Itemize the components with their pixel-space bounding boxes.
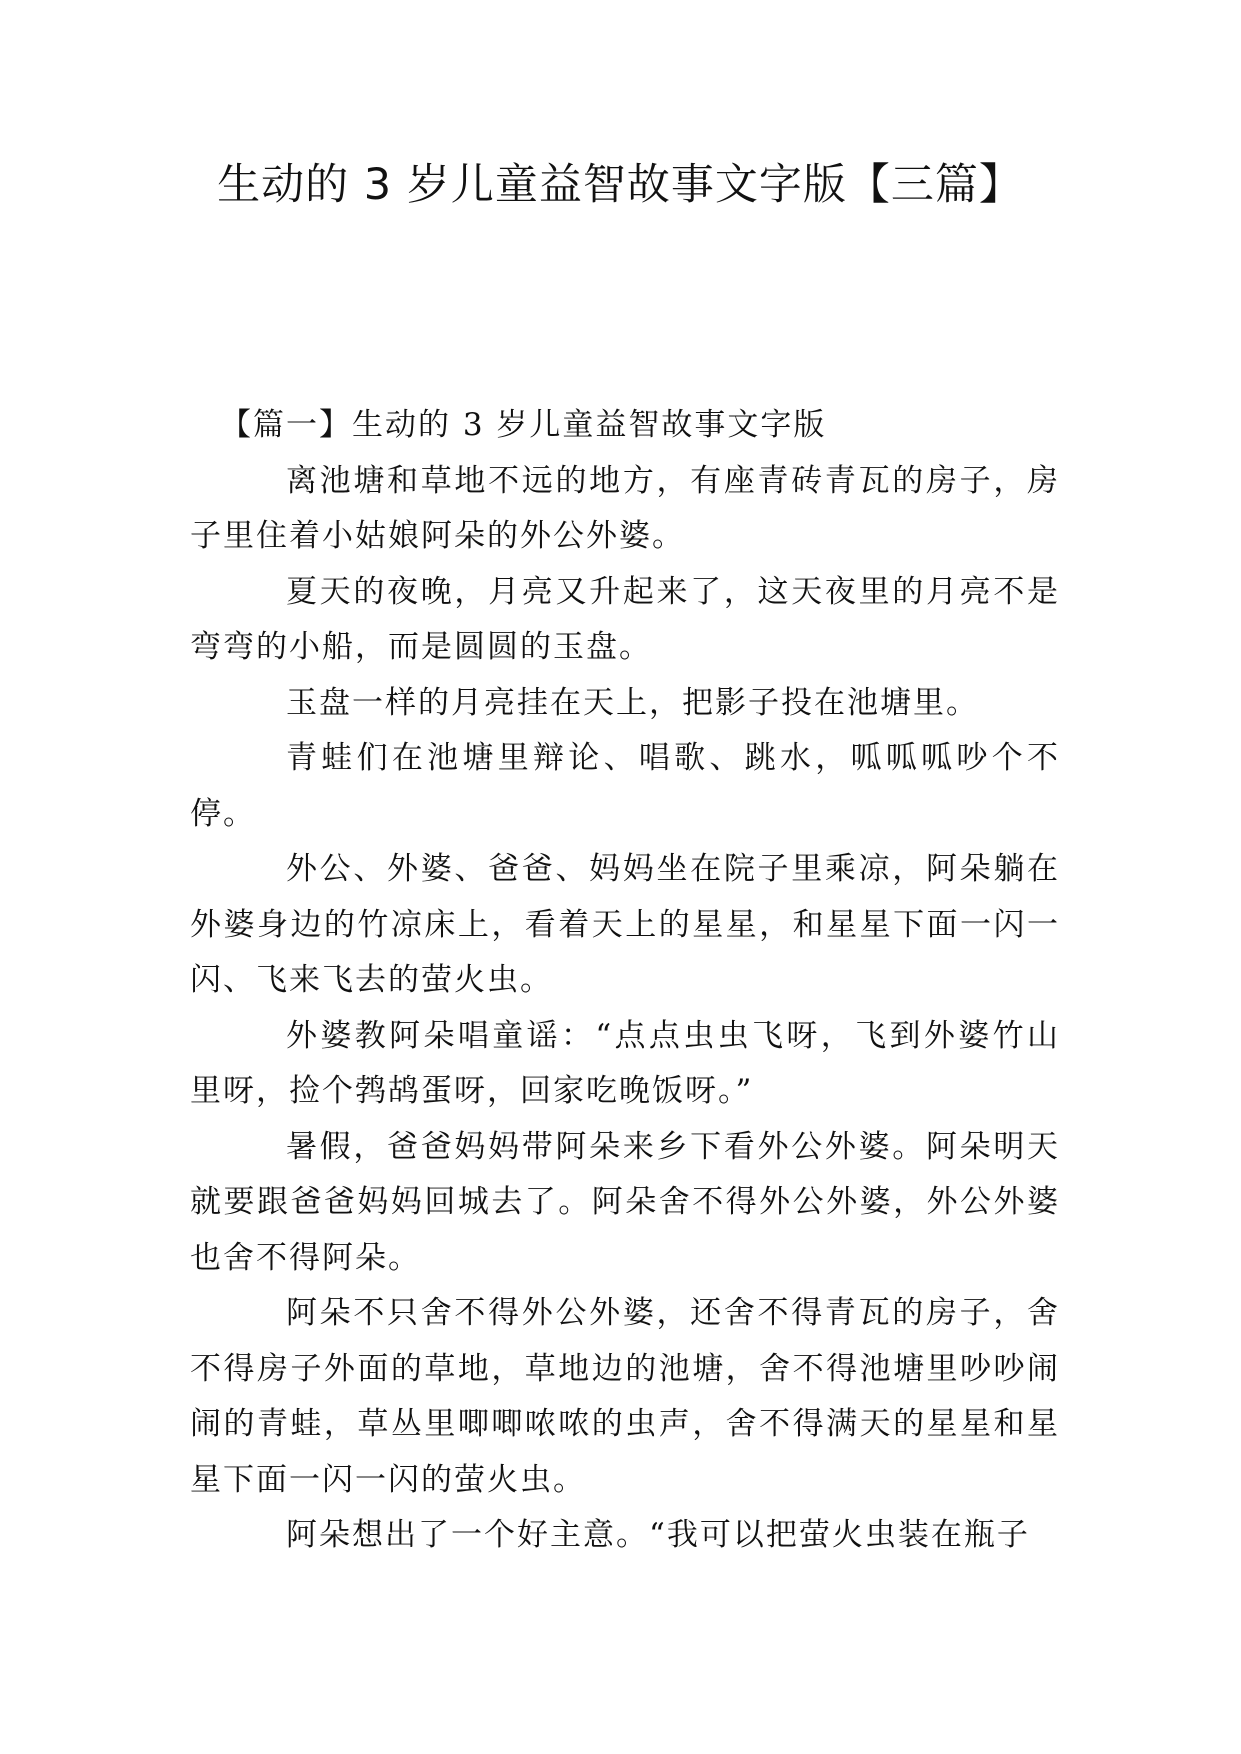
document-title: 生动的 3 岁儿童益智故事文字版【三篇】 (217, 160, 1023, 210)
paragraph: 夏天的夜晚，月亮又升起来了，这天夜里的月亮不是弯弯的小船，而是圆圆的玉盘。 (190, 573, 1060, 665)
paragraph: 阿朵不只舍不得外公外婆，还舍不得青瓦的房子，舍不得房子外面的草地，草地边的池塘，舍不得池塘里吵吵闹闹的青蛙，草丛里唧唧哝哝的虫声，舍不得满天的星星和星星下面一闪一闪的萤火虫。 (190, 1295, 1060, 1498)
paragraph: 青蛙们在池塘里辩论、唱歌、跳水，呱呱呱吵个不停。 (190, 740, 1060, 832)
paragraph: 玉盘一样的月亮挂在天上，把影子投在池塘里。 (286, 684, 979, 721)
paragraph: 阿朵想出了一个好主意。“我可以把萤火虫装在瓶子 (286, 1517, 1030, 1553)
paragraph: 离池塘和草地不远的地方，有座青砖青瓦的房子，房子里住着小姑娘阿朵的外公外婆。 (190, 462, 1060, 554)
paragraph: 外公、外婆、爸爸、妈妈坐在院子里乘凉，阿朵躺在外婆身边的竹凉床上，看着天上的星星，和星星下面一闪一闪、飞来飞去的萤火虫。 (190, 851, 1060, 998)
paragraph: 暑假，爸爸妈妈带阿朵来乡下看外公外婆。阿朵明天就要跟爸爸妈妈回城去了。阿朵舍不得外公外婆，外公外婆也舍不得阿朵。 (190, 1128, 1060, 1276)
paragraph: 外婆教阿朵唱童谣：“点点虫虫飞呀，飞到外婆竹山里呀，捡个鹁鸪蛋呀，回家吃晚饭呀。” (190, 1017, 1060, 1109)
document-body (190, 398, 1060, 1564)
section-heading: 【篇一】生动的 3 岁儿童益智故事文字版 (220, 407, 827, 443)
